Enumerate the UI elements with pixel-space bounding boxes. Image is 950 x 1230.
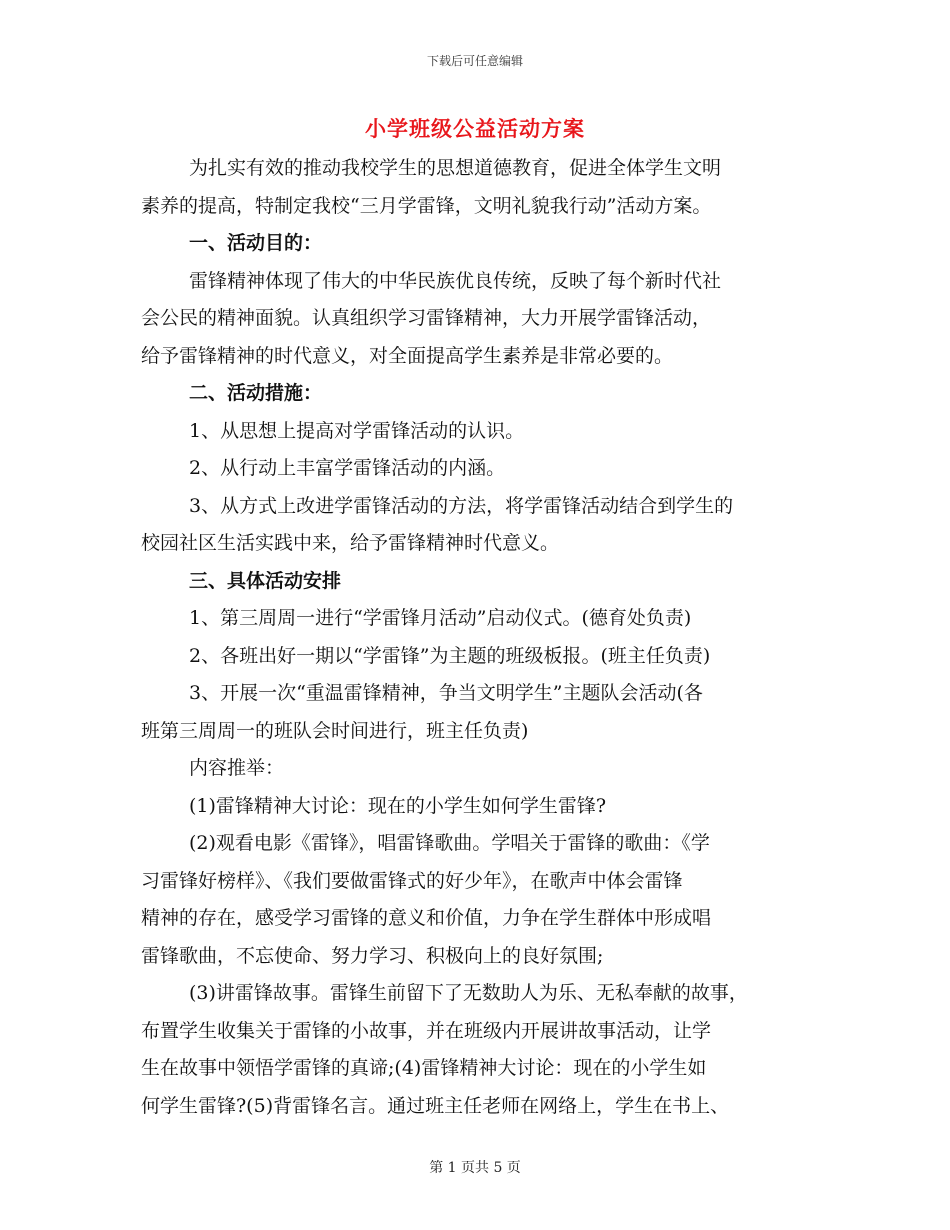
paragraph-line: 何学生雷锋?(5)背雷锋名言。通过班主任老师在网络上，学生在书上、 bbox=[141, 1094, 730, 1117]
section-heading: 一、活动目的： bbox=[189, 232, 323, 254]
paragraph-line: 2、从行动上丰富学雷锋活动的内涵。 bbox=[189, 457, 506, 479]
paragraph-line: 给予雷锋精神的时代意义，对全面提高学生素养是非常必要的。 bbox=[141, 344, 674, 367]
paragraph-line: (2)观看电影《雷锋》，唱雷锋歌曲。学唱关于雷锋的歌曲：《学 bbox=[189, 832, 710, 854]
document-title: 小学班级公益活动方案 bbox=[365, 116, 585, 141]
paragraph-line: 布置学生收集关于雷锋的小故事，并在班级内开展讲故事活动，让学 bbox=[141, 1019, 712, 1042]
section-heading: 二、活动措施： bbox=[189, 382, 323, 404]
paragraph-line: 班第三周周一的班队会时间进行，班主任负责) bbox=[141, 719, 529, 742]
paragraph-line: 1、从思想上提高对学雷锋活动的认识。 bbox=[189, 419, 525, 442]
paragraph-line: 1、第三周周一进行“学雷锋月活动”启动仪式。(德育处负责) bbox=[189, 607, 692, 629]
header-note: 下载后可任意编辑 bbox=[426, 54, 523, 68]
paragraph-line: 会公民的精神面貌。认真组织学习雷锋精神，大力开展学雷锋活动， bbox=[141, 307, 712, 329]
section-heading: 三、具体活动安排 bbox=[189, 569, 342, 592]
paragraph-line: 习雷锋好榜样》、《我们要做雷锋式的好少年》，在歌声中体会雷锋 bbox=[141, 869, 683, 892]
paragraph-line: 素养的提高，特制定我校“三月学雷锋，文明礼貌我行动”活动方案。 bbox=[141, 194, 712, 217]
paragraph-line: (1)雷锋精神大讨论：现在的小学生如何学生雷锋? bbox=[189, 794, 607, 817]
paragraph-line: 生在故事中领悟学雷锋的真谛;(4)雷锋精神大讨论：现在的小学生如 bbox=[141, 1057, 707, 1079]
paragraph-line: 校园社区生活实践中来，给予雷锋精神时代意义。 bbox=[141, 532, 560, 554]
document-body bbox=[141, 150, 821, 1125]
paragraph-line: 内容推举： bbox=[189, 757, 285, 779]
paragraph-line: 2、各班出好一期以“学雷锋”为主题的班级板报。(班主任负责) bbox=[189, 644, 711, 667]
paragraph-line: 为扎实有效的推动我校学生的思想道德教育，促进全体学生文明 bbox=[189, 157, 722, 179]
paragraph-line: (3)讲雷锋故事。雷锋生前留下了无数助人为乐、无私奉献的故事， bbox=[189, 982, 748, 1004]
page-number: 第 1 页共 5 页 bbox=[429, 1160, 521, 1176]
paragraph-line: 雷锋精神体现了伟大的中华民族优良传统，反映了每个新时代社 bbox=[189, 269, 722, 292]
paragraph-line: 雷锋歌曲，不忘使命、努力学习、积极向上的良好氛围; bbox=[141, 944, 604, 967]
paragraph-line: 精神的存在，感受学习雷锋的意义和价值，力争在学生群体中形成唱 bbox=[141, 907, 712, 929]
paragraph-line: 3、开展一次“重温雷锋精神，争当文明学生”主题队会活动(各 bbox=[189, 682, 703, 704]
paragraph-line: 3、从方式上改进学雷锋活动的方法，将学雷锋活动结合到学生的 bbox=[189, 494, 734, 517]
